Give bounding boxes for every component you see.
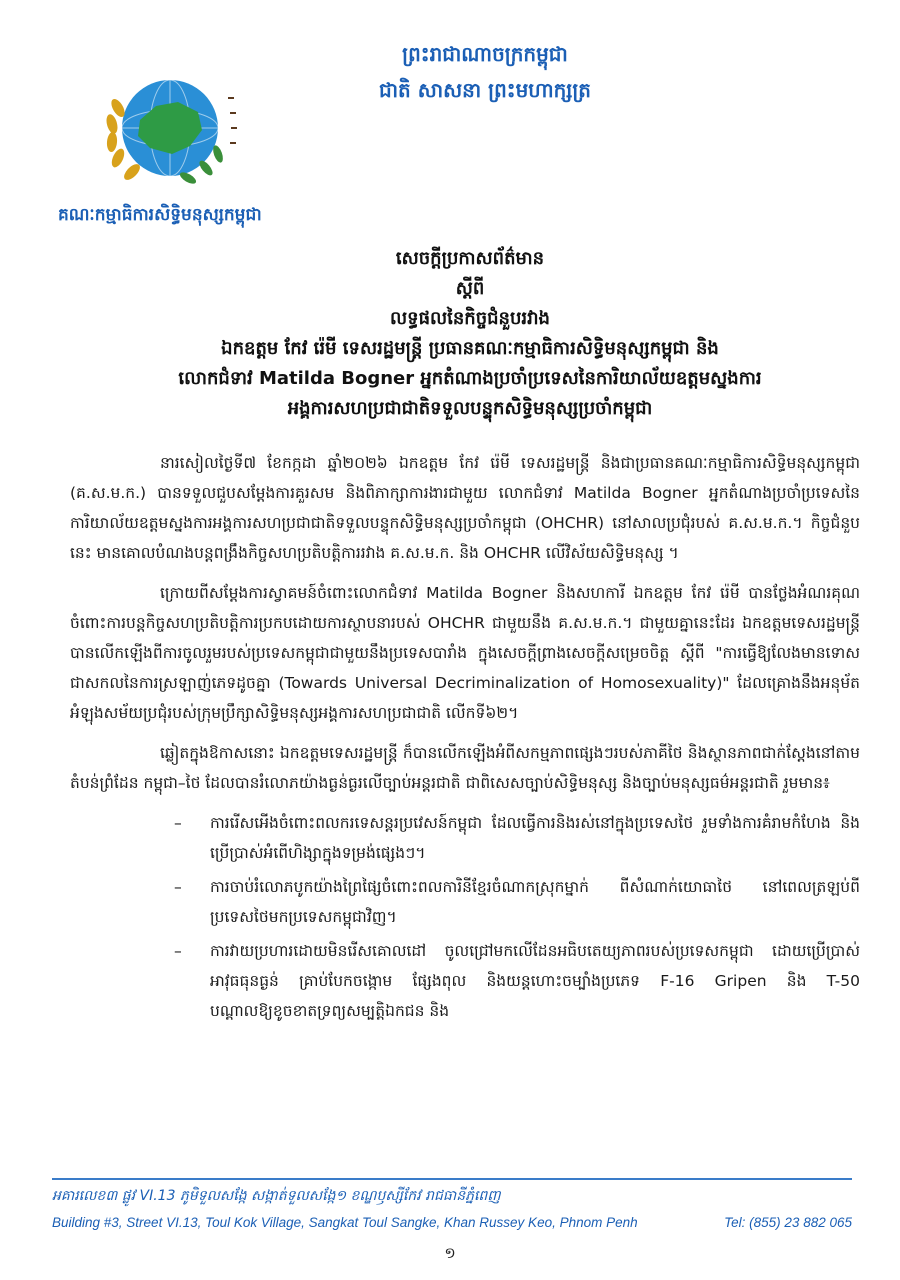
paragraph-3: ឆ្លៀតក្នុងឱកាសនោះ ឯកឧត្ដមទេសរដ្ឋមន្ត្រី ក៏បានលើកឡើងអំពីសកម្មភាពផ្សេងៗរបស់ភាគីថៃ និងស្ថានភាពជាក់ស្ដែងនៅតាមតំបន់ព្រំដែន កម្ពុជា–ថៃ ដែលបានរំលោភយ៉ាងធ្ងន់ធ្ងរលើច្បាប់អន្តរជាតិ ជាពិសេសច្បាប់សិទ្ធិមនុស្ស និងច្បាប់មនុស្សធម៌អន្តរជាតិ រួមមាន៖ bbox=[70, 744, 860, 792]
paragraph-2: ក្រោយពីសម្ដែងការស្វាគមន៍ចំពោះលោកជំទាវ Matilda Bogner និងសហការី ឯកឧត្ដម កែវ រ៉េមី បានថ្លែងអំណរគុណចំពោះការបន្តកិច្ចសហប្រតិបត្តិការប្រកបដោយការស្ថាបនារបស់ OHCHR ជាមួយនឹង គ.ស.ម.ក.។ ជាមួយគ្នានេះដែរ ឯកឧត្ដមទេសរដ្ឋមន្ត្រី បានលើកឡើងពីការចូលរួមរបស់ប្រទេសកម្ពុជាជាមួយនឹងប្រទេសបារាំង ក្នុងសេចក្ដីព្រាងសេចក្ដីសម្រេចចិត្ត ស្ដីពី "ការធ្វើឱ្យលែងមានទោសជាសកលនៃការស្រឡាញ់ភេទដូចគ្នា (Towards Universal Decriminalization of Homosexuality)" ដែលគ្រោងនឹងអនុម័តអំឡុងសម័យប្រជុំរបស់ក្រុមប្រឹក្សាសិទ្ធិមនុស្សអង្គការសហប្រជាជាតិ លើកទី៦២។ bbox=[70, 584, 860, 722]
violation-list bbox=[70, 808, 860, 1026]
list-dash: – bbox=[174, 878, 182, 896]
list-item bbox=[174, 872, 860, 932]
list-dash: – bbox=[174, 814, 182, 832]
title-line-4: ឯកឧត្ដម កែវ រ៉េមី ទេសរដ្ឋមន្ត្រី ប្រធានគណៈកម្មាធិការសិទ្ធិមនុស្សកម្ពុជា និង bbox=[221, 338, 719, 359]
title-line-1: សេចក្ដីប្រកាសព័ត៌មាន bbox=[395, 248, 545, 269]
list-dash: – bbox=[174, 942, 182, 960]
organization-name: គណៈកម្មាធិការសិទ្ធិមនុស្សកម្ពុជា bbox=[58, 205, 262, 225]
list-item bbox=[174, 936, 860, 1026]
list-item-text: ការរើសអើងចំពោះពលករទេសន្តរប្រវេសន៍កម្ពុជា ដែលធ្វើការនិងរស់នៅក្នុងប្រទេសថៃ រួមទាំងការគំរាមកំហែង និងប្រើប្រាស់អំពើហិង្សាក្នុងទម្រង់ផ្សេងៗ។ bbox=[210, 814, 860, 862]
title-line-6: អង្គការសហប្រជាជាតិទទួលបន្ទុកសិទ្ធិមនុស្សប្រចាំកម្ពុជា bbox=[287, 398, 653, 419]
document-body bbox=[70, 448, 860, 1030]
footer-divider bbox=[52, 1178, 852, 1180]
footer-telephone: Tel: (855) 23 882 065 bbox=[724, 1215, 852, 1230]
list-item-text: ការចាប់រំលោភបូកយ៉ាងព្រៃផ្សៃចំពោះពលការិនីខ្មែរចំណាកស្រុកម្នាក់ ពីសំណាក់យោធាថៃ នៅពេលត្រឡប់ពីប្រទេសថៃមកប្រទេសកម្ពុជាវិញ។ bbox=[210, 878, 860, 926]
list-item-text: ការវាយប្រហារដោយមិនរើសគោលដៅ ចូលជ្រៅមកលើដែនអធិបតេយ្យភាពរបស់ប្រទេសកម្ពុជា ដោយប្រើប្រាស់អាវុធធុនធ្ងន់ គ្រាប់បែកចង្កោម ផ្សែងពុល និងយន្តហោះចម្បាំងប្រភេទ F-16 Gripen និង T-50 បណ្ដាលឱ្យខូចខាតទ្រព្យសម្បត្តិឯកជន និង bbox=[210, 942, 860, 1020]
title-line-5: លោកជំទាវ Matilda Bogner អ្នកតំណាងប្រចាំប្រទេសនៃការិយាល័យឧត្ដមស្នងការ bbox=[178, 368, 762, 389]
footer-address-khmer: អគារលេខ៣ ផ្លូវ VI.13 ភូមិទួលសង្កែ សង្កាត់ទួលសង្កែ១ ខណ្ឌឫស្សីកែវ រាជធានីភ្នំពេញ bbox=[52, 1188, 501, 1204]
kingdom-motto bbox=[315, 36, 655, 108]
title-line-2: ស្ដីពី bbox=[455, 278, 485, 299]
footer-contact bbox=[52, 1215, 852, 1230]
list-item bbox=[174, 808, 860, 868]
footer-address-english: Building #3, Street VI.13, Toul Kok Village, Sangkat Toul Sangke, Khan Russey Keo, Phnom Penh bbox=[52, 1215, 638, 1230]
title-line-3: លទ្ធផលនៃកិច្ចជំនួបរវាង bbox=[390, 308, 550, 329]
logo-emblem-icon bbox=[78, 58, 278, 208]
paragraph-1: នារសៀលថ្ងៃទី៧ ខែកក្កដា ឆ្នាំ២០២៦ ឯកឧត្ដម កែវ រ៉េមី ទេសរដ្ឋមន្ត្រី និងជាប្រធានគណៈកម្មាធិការសិទ្ធិមនុស្សកម្ពុជា (គ.ស.ម.ក.) បានទទួលជួបសម្ដែងការគួរសម និងពិភាក្សាការងារជាមួយ លោកជំទាវ Matilda Bogner អ្នកតំណាងប្រចាំប្រទេសនៃការិយាល័យឧត្ដមស្នងការអង្គការសហប្រជាជាតិទទួលបន្ទុកសិទ្ធិមនុស្សប្រចាំកម្ពុជា (OHCHR) នៅសាលប្រជុំរបស់ គ.ស.ម.ក.។ កិច្ចជំនួបនេះ មានគោលបំណងបន្តពង្រឹងកិច្ចសហប្រតិបត្តិការរវាង គ.ស.ម.ក. និង OHCHR លើវិស័យសិទ្ធិមនុស្ស ។ bbox=[70, 454, 860, 562]
document-title bbox=[150, 244, 790, 424]
org-logo bbox=[78, 58, 278, 218]
page-number: ១ bbox=[444, 1244, 456, 1262]
national-motto: ជាតិ សាសនា ព្រះមហាក្សត្រ bbox=[379, 78, 591, 102]
kingdom-name: ព្រះរាជាណាចក្រកម្ពុជា bbox=[402, 42, 568, 66]
